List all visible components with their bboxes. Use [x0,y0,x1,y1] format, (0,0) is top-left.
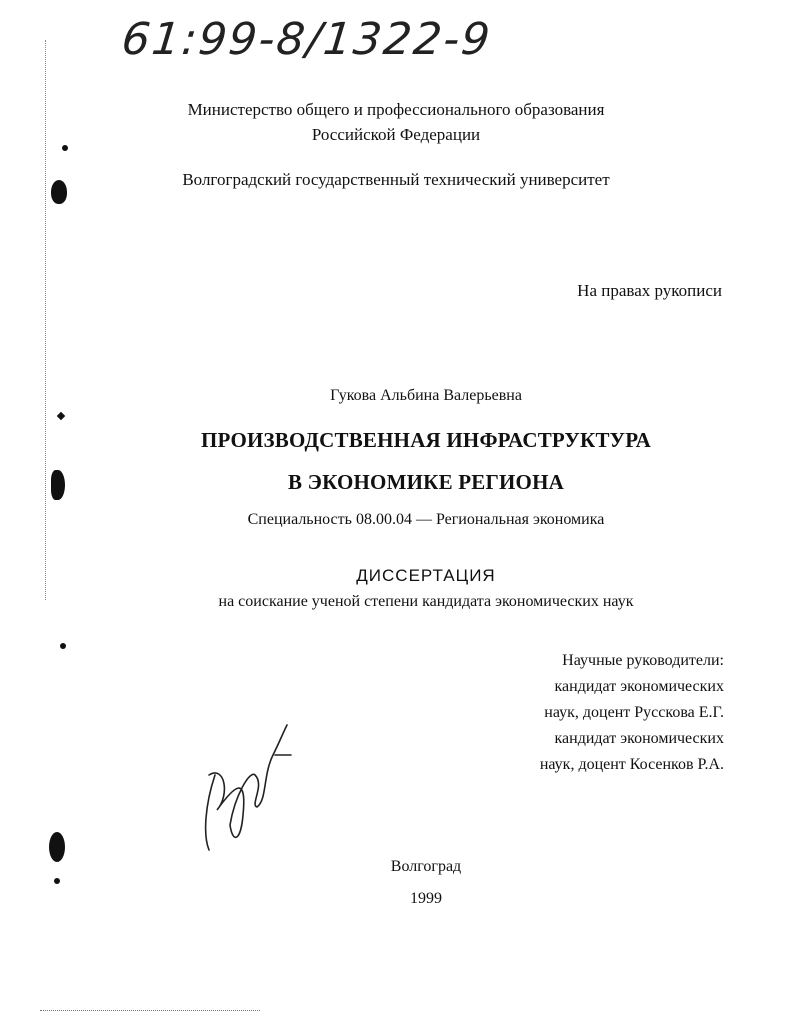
supervisor-line: наук, доцент Косенков Р.А. [539,756,724,773]
university-name: Волгоградский государственный технический университет [182,170,610,189]
binding-hole-mark [51,180,67,204]
binding-hole-mark [51,470,65,500]
ministry-header [0,97,792,147]
ministry-line-1: Министерство общего и профессионального образования [187,100,605,119]
supervisor-line: наук, доцент Русскова Е.Г. [544,704,724,721]
signature [195,715,305,855]
title-line-1: ПРОИЗВОДСТВЕННАЯ ИНФРАСТРУКТУРА [201,428,651,452]
specialty: Специальность 08.00.04 — Региональная экономика [247,511,605,528]
supervisor-line: кандидат экономических [554,730,724,747]
scan-mark [57,412,65,420]
scan-mark [62,145,68,151]
author-name: Гукова Альбина Валерьевна [330,387,522,404]
title-line-2: В ЭКОНОМИКЕ РЕГИОНА [287,470,564,494]
supervisor-line: кандидат экономических [554,678,724,695]
scan-bottom-line [40,1010,260,1012]
supervisors-heading: Научные руководители: [562,652,724,669]
city: Волгоград [390,858,462,875]
document-type: ДИССЕРТАЦИЯ [356,566,496,585]
year: 1999 [410,890,442,907]
archive-code: 61:99-8/1322-9 [119,14,495,65]
binding-hole-mark [49,832,65,862]
degree-line: на соискание ученой степени кандидата экономических наук [218,593,634,610]
scan-mark [60,643,66,649]
scan-mark [54,878,60,884]
scan-edge-line [45,40,47,600]
supervisors-block [540,648,724,778]
rights-note: На правах рукописи [577,281,722,300]
ministry-line-2: Российской Федерации [311,125,481,144]
